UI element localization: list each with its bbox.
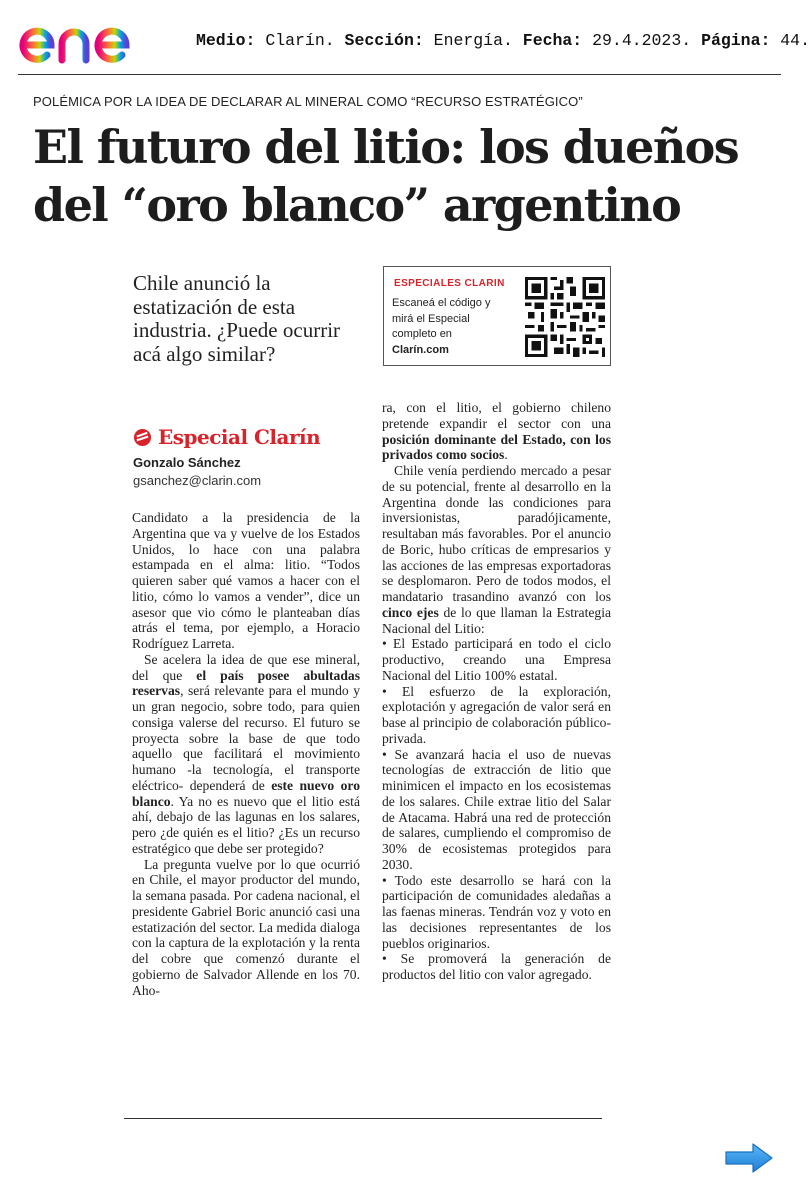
article-column-1: [132, 510, 360, 998]
especiales-promo-box[interactable]: [383, 266, 611, 366]
paragraph: Chile venía perdiendo mercado a pesar de su potencial, frente al desarrollo en la Argentina donde las condiciones para inversionistas, paradójicamente, resultaban más favorables. Por el anuncio de Boric, hubo críticas de empresarios y las acciones de las empresas exportadoras se desplomaron. Pero de todos modos, el mandatario trasandino avanzó con los cinco ejes de lo que llaman la Estrategia Nacional del Litio:: [382, 463, 611, 636]
list-item: • El esfuerzo de la exploración, explotación y agregación de valor será en base al principio de colaboración público-privada.: [382, 683, 611, 746]
especial-clarin-brand: Especial Clarín: [133, 425, 320, 449]
list-item: • Todo este desarrollo se hará con la participación de comunidades aledañas a las faenas mineras. Tendrán voz y voto en las decisiones representantes de los pueblos originarios.: [382, 872, 611, 951]
promo-label: ESPECIALES CLARIN: [394, 278, 505, 289]
article-kicker: POLÉMICA POR LA IDEA DE DECLARAR AL MINERAL COMO “RECURSO ESTRATÉGICO”: [33, 94, 583, 109]
list-item: • Se avanzará hacia el uso de nuevas tecnologías de extracción de litio que minimicen el impacto en los ecosistemas de los salares. Chile extrae litio del Salar de Atacama. Habrá una red de protección de salares, cumpliendo el compromiso de 30% de ecosistemas protegidos para 2030.: [382, 746, 611, 872]
enel-logo: [18, 8, 178, 68]
author-name: Gonzalo Sánchez: [133, 455, 241, 470]
promo-text: Escaneá el código y mirá el Especial completo en Clarín.com: [392, 297, 491, 356]
list-item: • El Estado participará en todo el ciclo productivo, creando una Empresa Nacional del Litio 100% estatal.: [382, 636, 611, 683]
header-divider: [18, 74, 781, 75]
author-email: gsanchez@clarin.com: [133, 473, 262, 488]
source-meta: Medio: Clarín. Sección: Energía. Fecha: 29.4.2023. Página: 44.: [196, 31, 810, 50]
article-bottom-divider: [124, 1118, 602, 1119]
article-deck: Chile anunció la estatización de esta industria. ¿Puede ocurrir acá algo similar?: [133, 271, 341, 366]
article-column-2: [382, 400, 611, 983]
arrow-right-icon[interactable]: [724, 1141, 774, 1175]
paragraph: ra, con el litio, el gobierno chileno pretende expandir el sector con una posición dominante del Estado, con los privados como socios.: [382, 400, 611, 463]
list-item: • Se promoverá la generación de productos del litio con valor agregado.: [382, 951, 611, 982]
paragraph: La pregunta vuelve por lo que ocurrió en Chile, el mayor productor del mundo, la semana pasada. Por cadena nacional, el presidente Gabriel Boric anunció casi una estatización del sector. La medida dialoga con la captura de la explotación y la renta del cobre que comenzó durante el gobierno de Salvador Allende en los 70. Aho-: [132, 856, 360, 998]
paragraph: Se acelera la idea de que ese mineral, del que el país posee abultadas reservas, será relevante para el mundo y un gran negocio, sobre todo, para quien consiga valerse del recurso. El futuro se proyecta sobre la base de que todo aquello que facilitará el movimiento humano -la tecnología, el transporte eléctrico- dependerá de este nuevo oro blanco. Ya no es nuevo que el litio está ahí, debajo de las lagunas en los salares, pero ¿de quién es el litio? ¿Es un recurso estratégico que debe ser protegido?: [132, 651, 360, 856]
qr-code-icon[interactable]: [525, 275, 605, 359]
paragraph: Candidato a la presidencia de la Argentina que va y vuelve de los Estados Unidos, lo hace con una palabra estampada en el alma: litio. “Todos quieren saber qué vamos a hacer con el litio, cómo lo vamos a vender”, dice un asesor que vio cómo le planteaban días atrás el tema, por ejemplo, a Horacio Rodríguez Larreta.: [132, 510, 360, 651]
clarin-logo-icon: [133, 428, 152, 447]
article-headline: El futuro del litio: los dueños del “oro blanco” argentino: [33, 120, 739, 232]
